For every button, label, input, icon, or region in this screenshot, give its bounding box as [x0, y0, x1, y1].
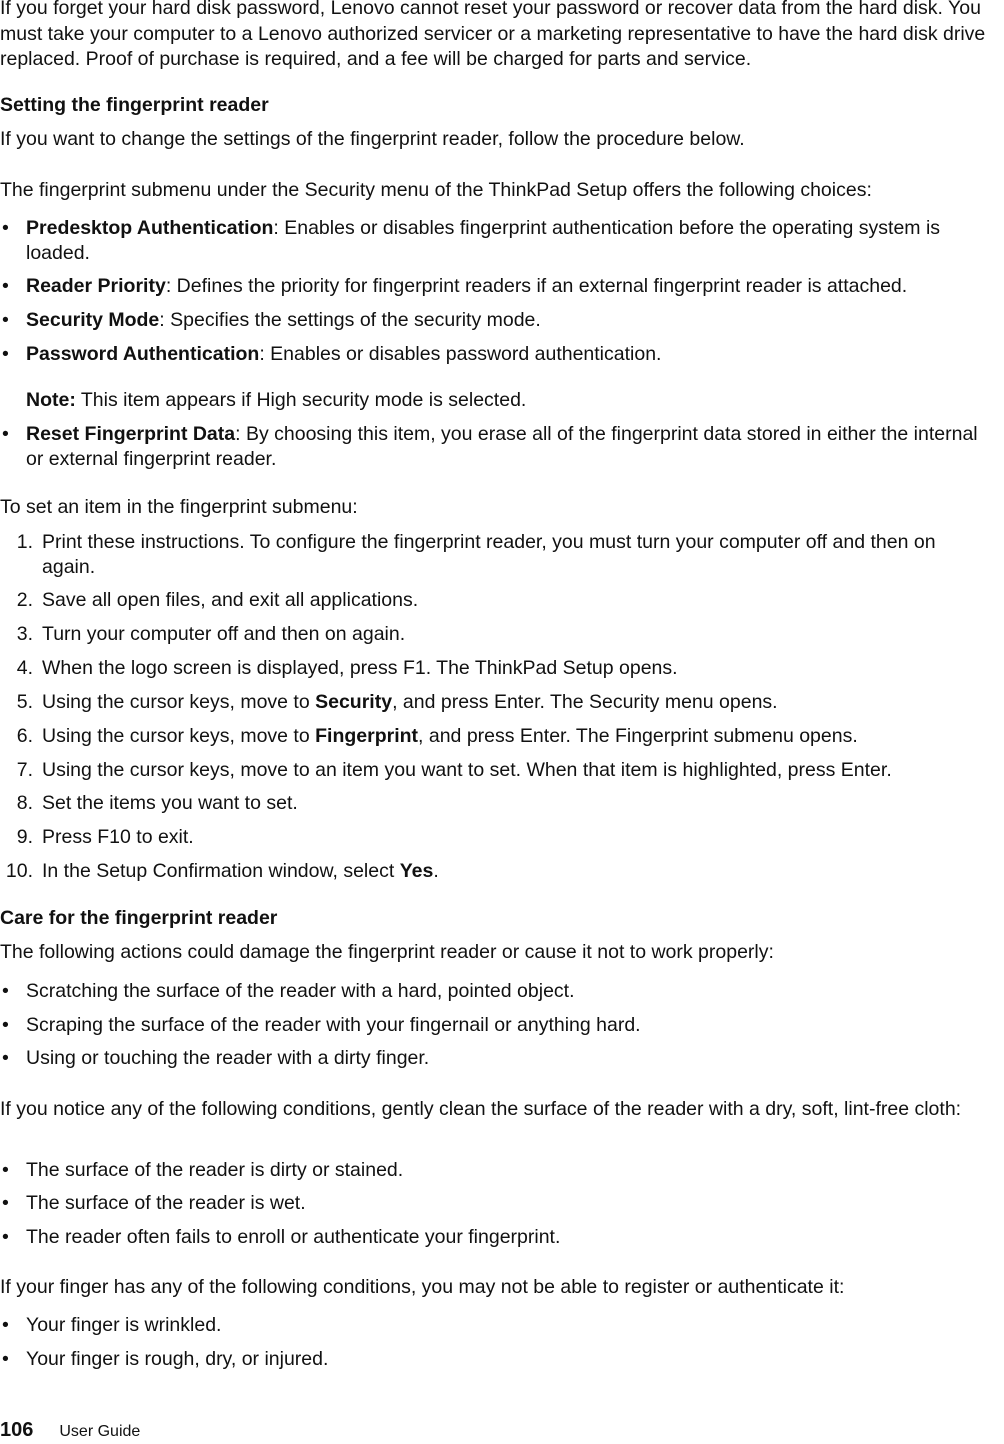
- steps-intro: To set an item in the fingerprint submenu:: [0, 496, 358, 518]
- bullet-icon: •: [2, 1348, 9, 1370]
- step-text: Using the cursor keys, move to: [42, 725, 316, 747]
- choice-desc: : Enables or disables fingerprint authentication before the operating system is loaded.: [26, 217, 941, 264]
- note: [26, 388, 526, 413]
- choice-term: Password Authentication: [26, 343, 260, 365]
- bullet-icon: •: [2, 217, 9, 239]
- choice-item: [0, 422, 990, 472]
- bullet-icon: •: [2, 1014, 9, 1036]
- condition-item: [0, 1225, 990, 1250]
- choice-term: Reader Priority: [26, 275, 166, 297]
- step-bold: Yes: [399, 860, 434, 882]
- step-item: [0, 724, 980, 749]
- bullet-icon: •: [2, 1192, 9, 1214]
- damage-text: Scratching the surface of the reader with a hard, pointed object.: [26, 980, 575, 1002]
- step-item: [0, 690, 980, 715]
- guide-title: User Guide: [59, 1423, 141, 1440]
- choice-item: [0, 274, 990, 299]
- step-bold: Fingerprint: [315, 725, 419, 747]
- care-paragraph-3: If your finger has any of the following conditions, you may not be able to register or authenticate it:: [0, 1276, 845, 1298]
- step-number: 8.: [16, 792, 33, 814]
- bullet-icon: •: [2, 980, 9, 1002]
- step-item: [0, 530, 980, 580]
- note-text: This item appears if High security mode is selected.: [75, 389, 527, 411]
- step-item: [0, 791, 980, 816]
- bullet-icon: •: [2, 423, 9, 445]
- bullet-icon: •: [2, 1047, 9, 1069]
- step-item: [0, 656, 980, 681]
- choice-desc: : Specifies the settings of the security mode.: [159, 309, 541, 331]
- choice-term: Security Mode: [26, 309, 160, 331]
- setting-paragraph-1: If you want to change the settings of the fingerprint reader, follow the procedure below.: [0, 128, 745, 150]
- step-text: Save all open files, and exit all applications.: [42, 589, 419, 611]
- bullet-icon: •: [2, 275, 9, 297]
- damage-item: [0, 1046, 990, 1071]
- step-text: Print these instructions. To configure the fingerprint reader, you must turn your computer off and then on again.: [42, 531, 936, 578]
- step-text: Using the cursor keys, move to an item you want to set. When that item is highlighted, press Enter.: [42, 759, 892, 781]
- choice-term: Reset Fingerprint Data: [26, 423, 236, 445]
- step-number: 7.: [16, 759, 33, 781]
- choice-desc: : By choosing this item, you erase all of the fingerprint data stored in either the internal or external fingerprint reader.: [26, 423, 978, 470]
- step-number: 6.: [16, 725, 33, 747]
- choice-desc: : Enables or disables password authentication.: [259, 343, 662, 365]
- step-item: [0, 622, 980, 647]
- step-item: [0, 825, 980, 850]
- note-label: Note:: [26, 389, 76, 411]
- finger-text: Your finger is wrinkled.: [26, 1314, 222, 1336]
- step-number: 10.: [5, 860, 33, 882]
- step-text: Press F10 to exit.: [42, 826, 194, 848]
- care-paragraph-2: If you notice any of the following conditions, gently clean the surface of the reader with a dry, soft, lint-free cloth:: [0, 1098, 962, 1120]
- damage-text: Scraping the surface of the reader with your fingernail or anything hard.: [26, 1014, 641, 1036]
- step-number: 2.: [16, 589, 33, 611]
- step-text-post: , and press Enter. The Fingerprint submenu opens.: [418, 725, 858, 747]
- choice-item: [0, 342, 990, 367]
- setting-paragraph-2: The fingerprint submenu under the Security menu of the ThinkPad Setup offers the following choices:: [0, 179, 872, 201]
- choice-item: [0, 216, 990, 266]
- step-item: [0, 758, 980, 783]
- step-item: [0, 588, 980, 613]
- step-bold: Security: [315, 691, 393, 713]
- step-text-post: , and press Enter. The Security menu opens.: [392, 691, 778, 713]
- condition-text: The surface of the reader is wet.: [26, 1192, 306, 1214]
- bullet-icon: •: [2, 1226, 9, 1248]
- care-heading: Care for the fingerprint reader: [0, 907, 278, 929]
- step-number: 9.: [16, 826, 33, 848]
- condition-text: The reader often fails to enroll or authenticate your fingerprint.: [26, 1226, 561, 1248]
- damage-text: Using or touching the reader with a dirty finger.: [26, 1047, 430, 1069]
- choice-item: [0, 308, 990, 333]
- bullet-icon: •: [2, 1314, 9, 1336]
- step-text: Set the items you want to set.: [42, 792, 298, 814]
- step-item: [0, 859, 980, 884]
- setting-heading: Setting the fingerprint reader: [0, 94, 269, 116]
- choice-term: Predesktop Authentication: [26, 217, 274, 239]
- bullet-icon: •: [2, 1159, 9, 1181]
- condition-item: [0, 1158, 990, 1183]
- finger-item: [0, 1313, 990, 1338]
- step-number: 4.: [16, 657, 33, 679]
- page-footer: [0, 1418, 140, 1444]
- condition-item: [0, 1191, 990, 1216]
- choice-desc: : Defines the priority for fingerprint readers if an external fingerprint reader is attached.: [165, 275, 908, 297]
- page-number: 106: [0, 1419, 34, 1441]
- step-text: When the logo screen is displayed, press F1. The ThinkPad Setup opens.: [42, 657, 678, 679]
- bullet-icon: •: [2, 309, 9, 331]
- bullet-icon: •: [2, 343, 9, 365]
- condition-text: The surface of the reader is dirty or stained.: [26, 1159, 404, 1181]
- damage-item: [0, 979, 990, 1004]
- step-number: 3.: [16, 623, 33, 645]
- finger-item: [0, 1347, 990, 1372]
- care-paragraph-1: The following actions could damage the fingerprint reader or cause it not to work properly:: [0, 941, 774, 963]
- step-text-post: .: [433, 860, 439, 882]
- step-text: Using the cursor keys, move to: [42, 691, 316, 713]
- damage-item: [0, 1013, 990, 1038]
- step-number: 1.: [16, 531, 33, 553]
- step-text: Turn your computer off and then on again.: [42, 623, 406, 645]
- finger-text: Your finger is rough, dry, or injured.: [26, 1348, 329, 1370]
- step-text: In the Setup Confirmation window, select: [42, 860, 400, 882]
- step-number: 5.: [16, 691, 33, 713]
- intro-paragraph: If you forget your hard disk password, Lenovo cannot reset your password or recover data from the hard disk. You must take your computer to a Lenovo authorized servicer or a marketing representative to have the hard disk drive replaced. Proof of purchase is required, and a fee will be charged for parts and service.: [0, 0, 986, 70]
